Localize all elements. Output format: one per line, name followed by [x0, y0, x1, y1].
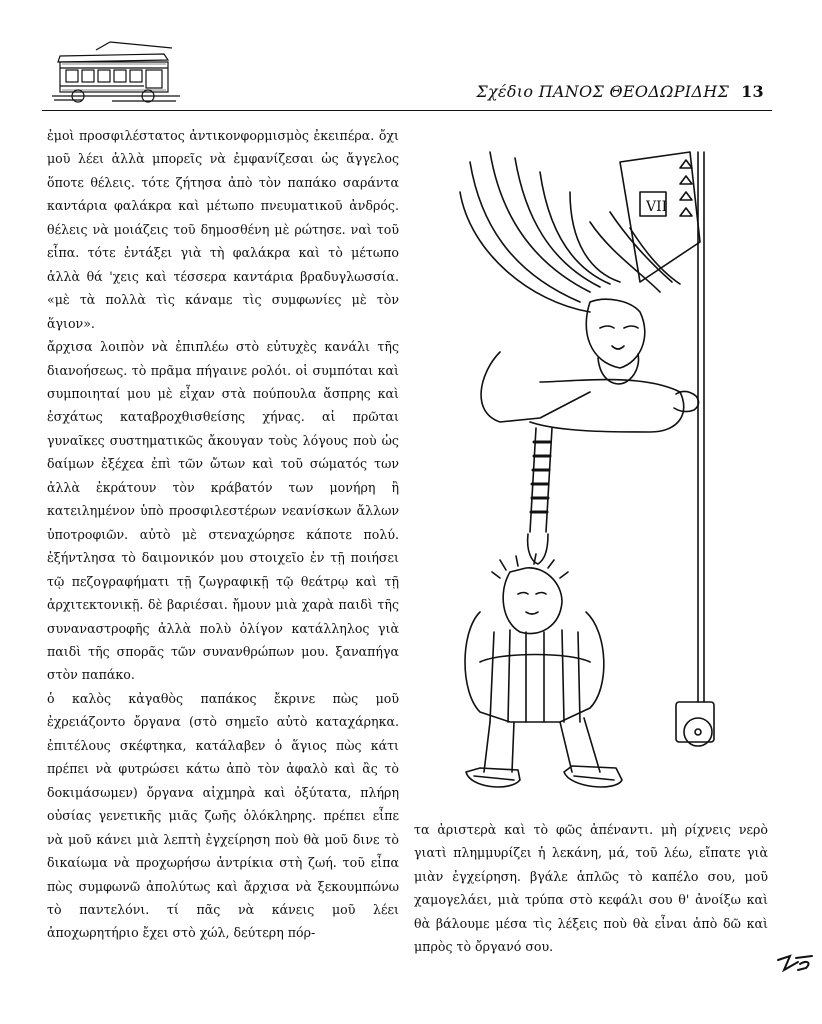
left-text-column [47, 124, 399, 945]
paragraph: τα ἀριστερὰ καὶ τὸ φῶς ἀπέναντι. μὴ ρίχνεις νερὸ γιατὶ πλημμυρίζει ἡ λεκάνη, μά, τοῦ λέω, εἴπατε γιὰ μιὰν ἐγχείρηση. βγάλε ἁπλῶς τὸ καπέλο σου, μοῦ χαμογελάει, μιὰ τρύπα στὸ κεφάλι σου θ' ἀνοίξω καὶ θὰ βάλουμε μέσα τὶς λέξεις ποὺ θὰ εἶναι ἀπὸ δῶ καὶ μπρὸς τὸ ὄργανό σου. [414, 822, 768, 955]
illustrator-credit: Σχέδιο ΠΑΝΟΣ ΘΕΟΔΩΡΙΔΗΣ [476, 82, 730, 101]
tram-icon [52, 40, 180, 106]
flag-numeral: VII [646, 199, 668, 215]
paragraph: ἐμοὶ προσφιλέστατος ἀντικονφορμισμὸς ἐκειπέρα. ὄχι μοῦ λέει ἀλλὰ μπορεῖς νὰ ἐμφανίζεσαι ὡς ἄγγελος ὅποτε θέλεις. τότε ζήτησα ἀπὸ τὸν παπάκο σαράντα καντάρια φαλάκρα καὶ μέτωπο πνευματικοῦ ἀνδρός. θέλεις νὰ μοιάζεις τοῦ δημοσθένη μὲ ρώτησε. ναὶ τοῦ εἶπα. τότε ἐντάξει γιὰ τὴ φαλάκρα καὶ τὸ μέτωπο ἀλλὰ θά 'χεις καὶ τέσσερα καντάρια βραδυγλωσσία. «μὲ τὰ πολλὰ τὶς κάναμε τὶς συμφωνίες μὲ τὸν ἅγιον». [47, 128, 399, 331]
angel-and-seated-man-drawing [440, 132, 770, 800]
artist-signature-icon [776, 952, 816, 974]
paragraph: ἄρχισα λοιπὸν νὰ ἐπιπλέω στὸ εὐτυχὲς κανάλι τῆς διανοήσεως. τὸ πρᾶμα πήγαινε ρολόι. οἱ συμπόται καὶ συμποιηταί μου μὲ εἶχαν στὰ πούπουλα ἄσπρης καὶ ἐσχάτως καταβροχθισθείσης χήνας. αἱ πρῶται γυναῖκες συστηματικῶς ἄκουγαν τοὺς λόγους ποὺ ὡς δαίμων ἐξέχεα ἐπὶ τῶν ὤτων καὶ τοῦ σώματός των ἀλλὰ ἐκράτουν τὸν κράβατόν των μονήρη ἢ κατειλημένον ὑπὸ προσφιλεστέρων νεανίσκων ἄλλων ὑποτροφιῶν. αὐτὸ μὲ στεναχώρησε κάποτε πολύ. ἐξήντλησα τὸ δαιμονικόν μου στοιχεῖο ἐν τῇ ποιήσει τῷ πεζογραφήματι τῇ ζωγραφικῇ τῷ θεάτρῳ καὶ τῇ ἀρχιτεκτονικῇ. δὲ βαριέσαι. ἤμουν μιὰ χαρὰ παιδὶ τῆς συναναστροφῆς ἀλλὰ πολὺ ὀλίγον κατάλληλος γιὰ παιδὶ τῆς σπορᾶς τῶν συνανθρώπων μου. ξαναπήγα στὸν παπάκο. [47, 339, 399, 683]
paragraph: ὁ καλὸς κἀγαθὸς παπάκος ἔκρινε πὼς μοῦ ἐχρειάζοντο ὄργανα (στὸ σημεῖο αὐτὸ καταχάρηκα. ἐπιτέλους σκέφτηκα, κατάλαβεν ὁ ἅγιος πὼς κάτι πρέπει νὰ φυτρώσει κάτω ἀπὸ τὸν ἀφαλὸ καὶ ἂς τὸ δοκιμάσωμεν) ὄργανα αἰχμηρὰ καὶ ὀξύτατα, πλήρη οὐσίας γενετικῆς μιᾶς ζωῆς ὁλόκληρης. πρέπει εἶπε νὰ μοῦ κάνει μιὰ λεπτὴ ἐγχείρηση ποὺ θὰ μοῦ δινε τὸ δικαίωμα νὰ προχωρήσω ἀντρίκια στὴ ζωή. τοῦ εἶπα πὼς συμφωνῶ ἀπολύτως καὶ ἄρχισα νὰ ξεκουμπώνω τὸ παντελόνι. τί πᾶς νὰ κάνεις μοῦ λέει ἀποχωρητήριο ἔχει στὸ χώλ, δεύτερη πόρ- [47, 690, 399, 941]
page-number: 13 [741, 82, 764, 101]
right-text-column [414, 818, 768, 959]
page-header [476, 82, 764, 101]
header-divider [42, 110, 772, 111]
